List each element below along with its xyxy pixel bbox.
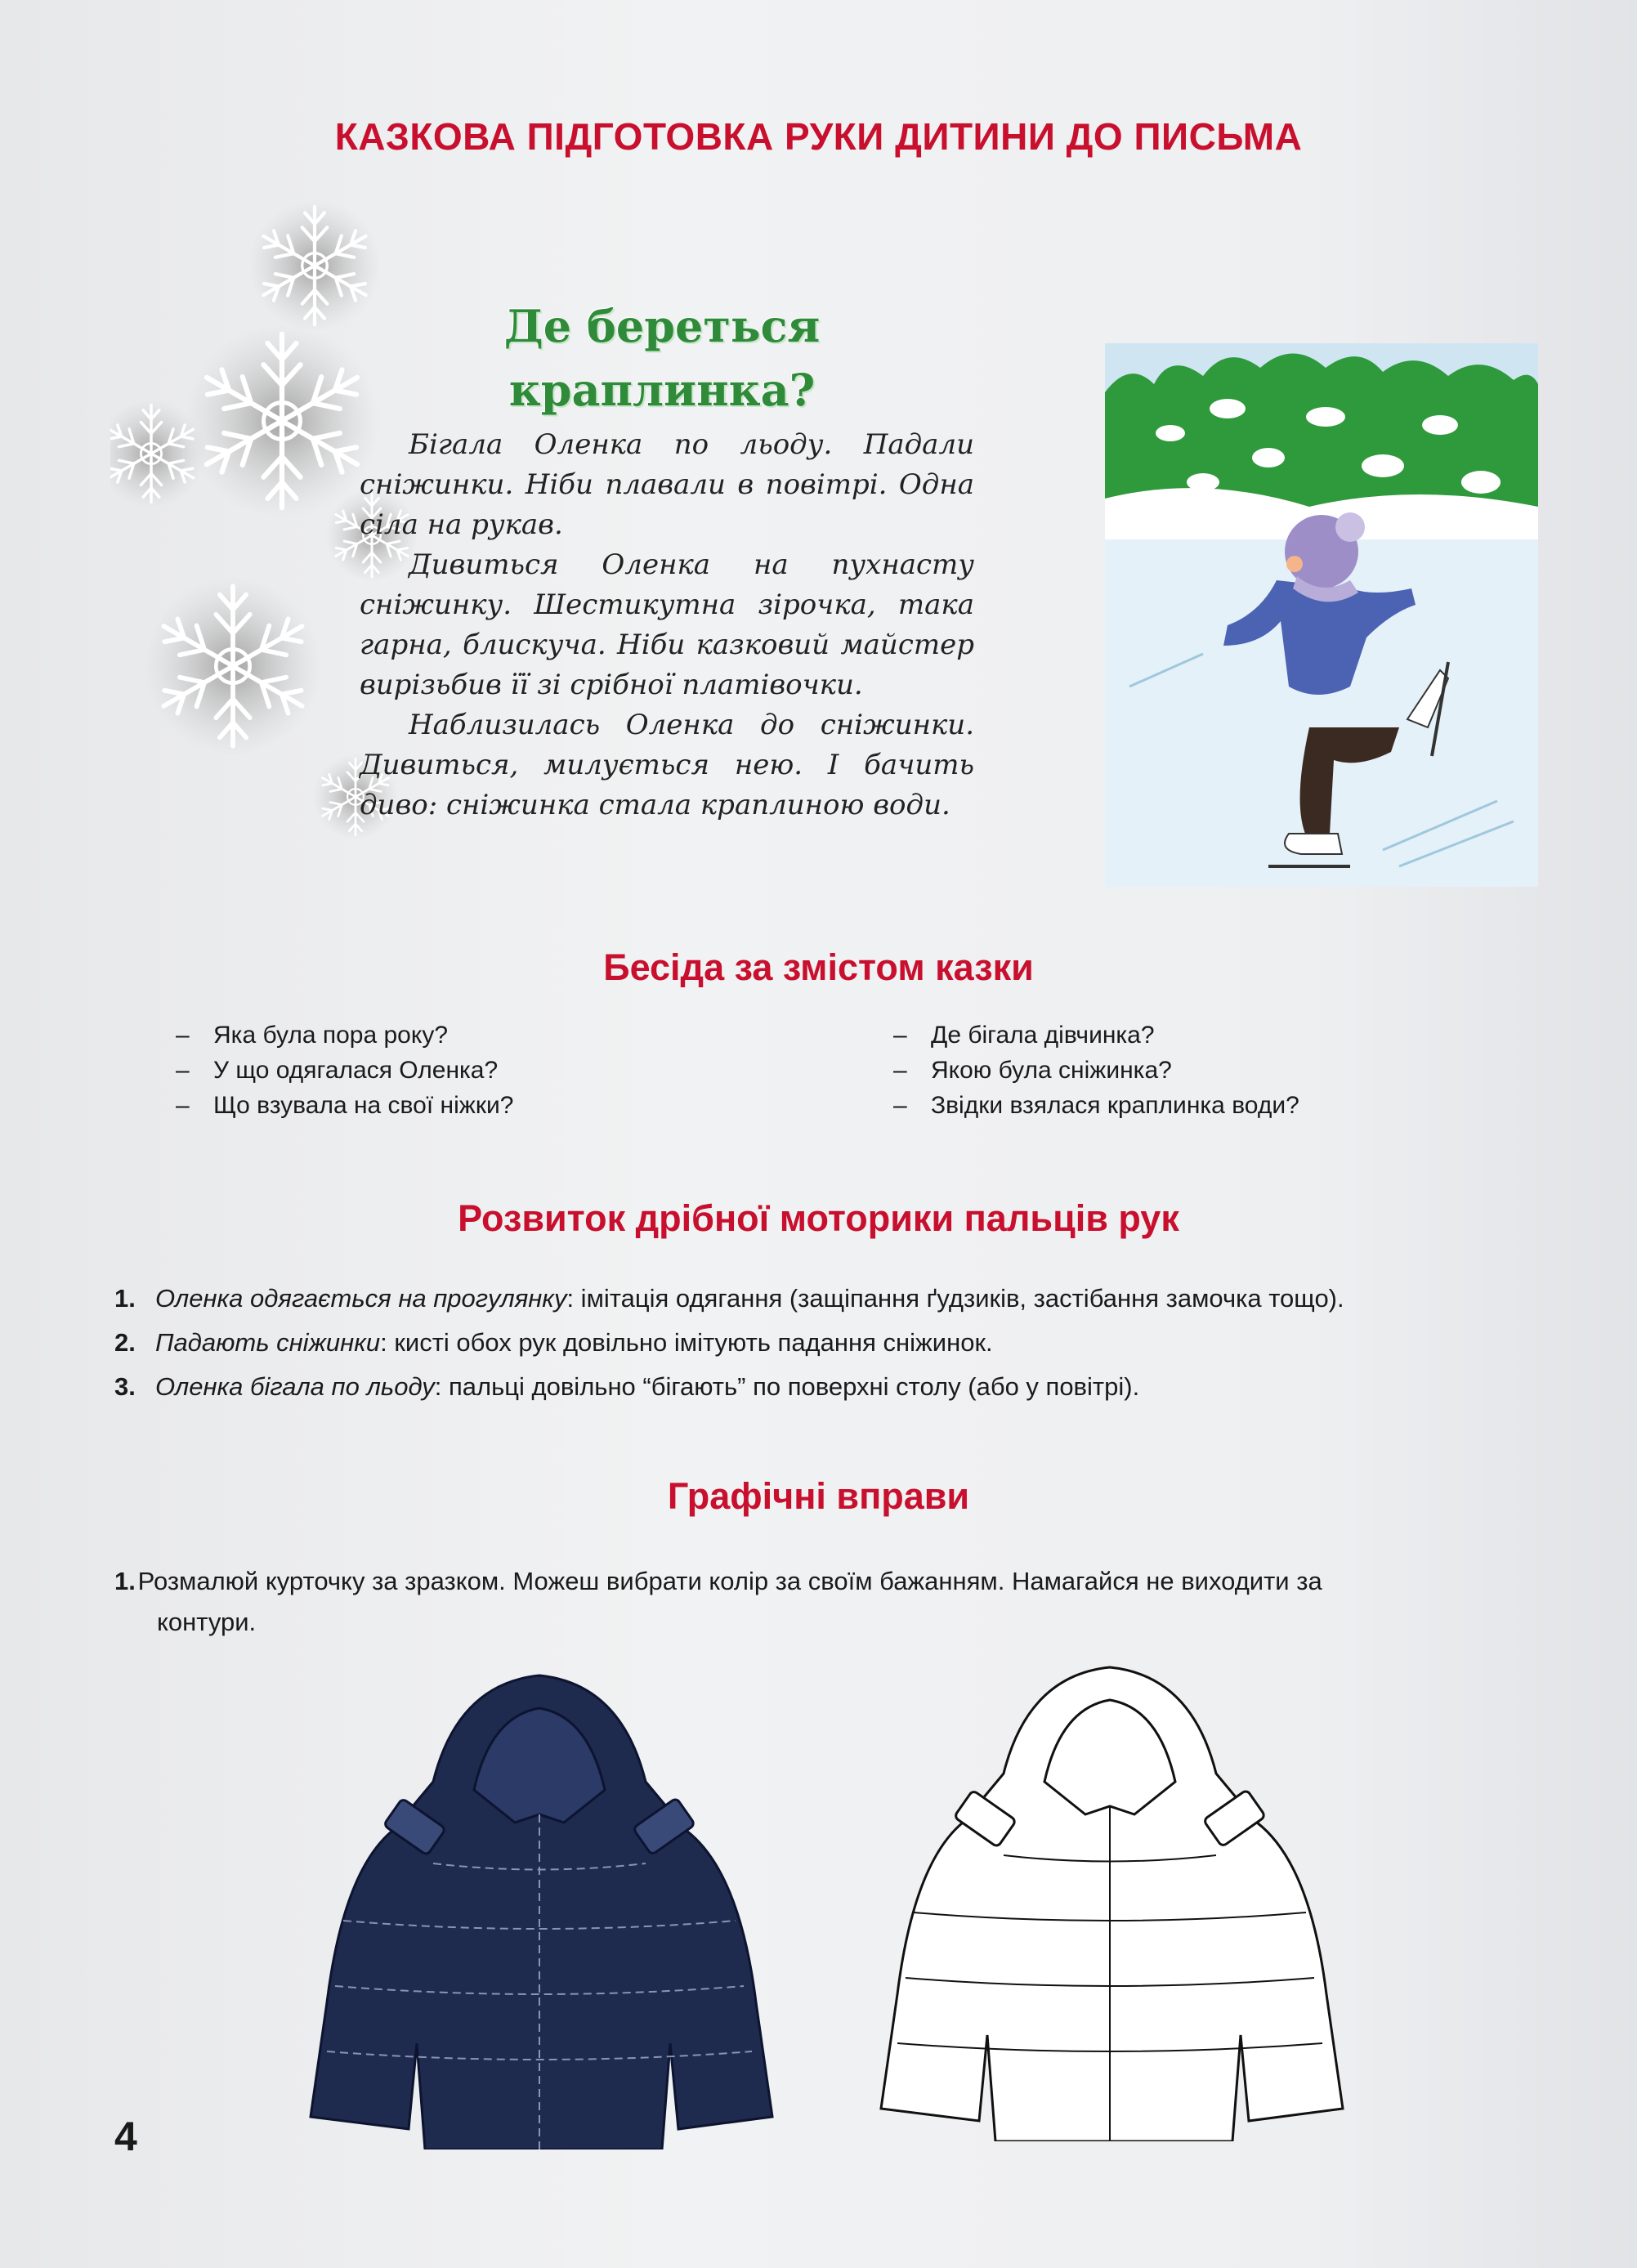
story-paragraph: Бігала Оленка по льоду. Падали сніжинки. Ніби плавали в повітрі. Одна сіла на рукав. [360,428,974,541]
story-paragraph: Наблизилась Оленка до сніжинки. Дивиться, милується нею. І бачить диво: сніжинка стала краплиною води. [360,709,974,821]
graphic-exercises-title: Графічні вправи [667,1475,970,1517]
list-item: – Де бігала дівчинка? [893,1018,1299,1053]
list-item: – У що одягалася Оленка? [176,1053,513,1088]
page-title: КАЗКОВА ПІДГОТОВКА РУКИ ДИТИНИ ДО ПИСЬМА [334,115,1303,158]
list-item [114,1321,1553,1365]
sample-jacket-colored [294,1659,785,2149]
motor-exercises [114,1277,1553,1409]
item-number: 1. [114,1567,136,1595]
item-number: 1. [114,1284,136,1313]
story-paragraph: Дивиться Оленка на пухнасту сніжинку. Шестикутна зірочка, така гарна, блискуча. Ніби казковий майстер вирізьбив її зі срібної платівочки. [360,548,974,701]
story-title-line1: Де береться [503,300,821,352]
exercise-name: Падають сніжинки [155,1328,381,1357]
list-item: – Що взувала на свої ніжки? [176,1088,513,1123]
questions-left [176,1018,513,1123]
exercise-name: Оленка одягається на прогулянку [155,1284,567,1313]
story-text [360,425,974,825]
story-title-line2: краплинка? [508,364,816,416]
exercise-name: Оленка бігала по льоду [155,1372,435,1401]
conversation-title: Бесіда за змістом казки [603,946,1034,988]
exercise-text: : кисті обох рук довільно імітують падання сніжинок. [380,1328,993,1357]
task-line: контури. [157,1608,257,1636]
list-item: – Яка була пора року? [176,1018,513,1053]
list-item: – Якою була сніжинка? [893,1053,1299,1088]
page-number: 4 [114,2114,137,2159]
list-item: – Звідки взялася краплинка води? [893,1088,1299,1123]
item-number: 2. [114,1328,136,1357]
exercise-text: : імітація одягання (защіпання ґудзиків, застібання замочка тощо). [566,1284,1344,1313]
exercise-text: : пальці довільно “бігають” по поверхні столу (або у повітрі). [434,1372,1140,1401]
motor-skills-title: Розвиток дрібної моторики пальців рук [458,1197,1179,1239]
outline-jacket [865,1651,1355,2141]
story-title [458,294,866,422]
skater-girl-illustration [1105,343,1538,887]
task-line: Розмалюй курточку за зразком. Можеш вибрати колір за своїм бажанням. Намагайся не виходити за [137,1567,1322,1595]
task-text [114,1561,1553,1643]
list-item [114,1365,1553,1409]
questions-right [893,1018,1299,1123]
list-item [114,1277,1553,1321]
item-number: 3. [114,1372,136,1401]
